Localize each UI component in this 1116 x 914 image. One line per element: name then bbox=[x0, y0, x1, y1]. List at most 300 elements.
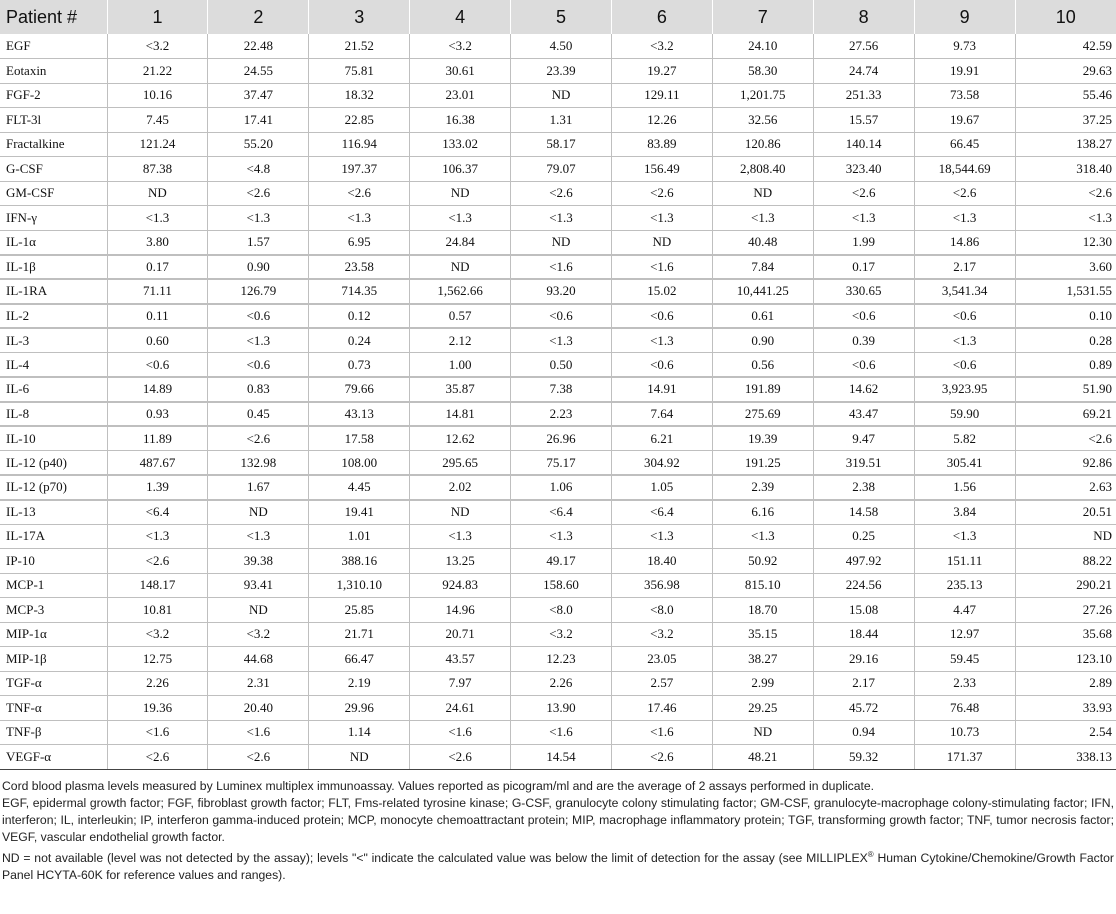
table-cell: 0.28 bbox=[1015, 328, 1116, 353]
table-cell: <1.6 bbox=[107, 720, 208, 745]
table-cell: 12.62 bbox=[410, 426, 511, 451]
table-row bbox=[0, 181, 1116, 206]
table-cell: 924.83 bbox=[410, 573, 511, 598]
table-cell: ND bbox=[208, 598, 309, 623]
table-row bbox=[0, 500, 1116, 525]
table-cell: 13.90 bbox=[511, 696, 612, 721]
row-label: TGF-α bbox=[0, 671, 107, 696]
table-cell: 0.11 bbox=[107, 304, 208, 329]
table-cell: <1.6 bbox=[611, 720, 712, 745]
registered-mark: ® bbox=[867, 849, 874, 859]
column-header-patient-1: 1 bbox=[107, 0, 208, 34]
table-cell: <2.6 bbox=[208, 426, 309, 451]
table-cell: <2.6 bbox=[309, 181, 410, 206]
table-cell: 2.99 bbox=[712, 671, 813, 696]
table-cell: 0.45 bbox=[208, 402, 309, 427]
table-cell: 0.12 bbox=[309, 304, 410, 329]
table-cell: 29.96 bbox=[309, 696, 410, 721]
nd-note bbox=[2, 846, 1114, 884]
table-cell: 12.30 bbox=[1015, 230, 1116, 255]
table-cell: 0.24 bbox=[309, 328, 410, 353]
table-cell: 22.48 bbox=[208, 34, 309, 59]
table-cell: <1.3 bbox=[1015, 206, 1116, 231]
table-cell: 93.20 bbox=[511, 279, 612, 304]
table-row bbox=[0, 475, 1116, 500]
row-label: EGF bbox=[0, 34, 107, 59]
table-row bbox=[0, 377, 1116, 402]
table-cell: 0.17 bbox=[107, 255, 208, 280]
table-cell: 14.58 bbox=[813, 500, 914, 525]
row-label: IL-17A bbox=[0, 524, 107, 549]
table-cell: 75.81 bbox=[309, 59, 410, 84]
row-label: IL-13 bbox=[0, 500, 107, 525]
table-cell: 2.89 bbox=[1015, 671, 1116, 696]
table-cell: 29.16 bbox=[813, 647, 914, 672]
table-cell: 24.61 bbox=[410, 696, 511, 721]
table-cell: <1.3 bbox=[511, 524, 612, 549]
table-cell: 171.37 bbox=[914, 745, 1015, 770]
table-cell: ND bbox=[511, 83, 612, 108]
table-cell: 338.13 bbox=[1015, 745, 1116, 770]
table-cell: 27.26 bbox=[1015, 598, 1116, 623]
table-cell: 88.22 bbox=[1015, 549, 1116, 574]
table-cell: 6.16 bbox=[712, 500, 813, 525]
table-cell: 7.97 bbox=[410, 671, 511, 696]
table-cell: 17.41 bbox=[208, 108, 309, 133]
table-cell: 3.84 bbox=[914, 500, 1015, 525]
table-row bbox=[0, 230, 1116, 255]
table-cell: 356.98 bbox=[611, 573, 712, 598]
table-cell: <3.2 bbox=[611, 622, 712, 647]
table-cell: 0.90 bbox=[208, 255, 309, 280]
table-cell: 0.39 bbox=[813, 328, 914, 353]
table-cell: <3.2 bbox=[611, 34, 712, 59]
table-cell: <1.3 bbox=[410, 206, 511, 231]
table-row bbox=[0, 598, 1116, 623]
table-cell: 58.17 bbox=[511, 132, 612, 157]
table-cell: 151.11 bbox=[914, 549, 1015, 574]
abbreviations-note: EGF, epidermal growth factor; FGF, fibroblast growth factor; FLT, Fms-related tyrosine kinase; G-CSF, granulocyte colony stimulating factor; GM-CSF, granulocyte-macrophage colony-stimulating factor; IFN, interferon; IL, interleukin; IP, interferon gamma-induced protein; MCP, monocyte chemoattractant protein; MIP, macrophage inflammatory protein; TGF, transforming growth factor; TNF, tumor necrosis factor; VEGF, vascular endothelial growth factor. bbox=[2, 795, 1114, 844]
table-cell: 1.56 bbox=[914, 475, 1015, 500]
table-cell: 318.40 bbox=[1015, 157, 1116, 182]
table-cell: 17.46 bbox=[611, 696, 712, 721]
row-label: G-CSF bbox=[0, 157, 107, 182]
table-cell: <2.6 bbox=[1015, 181, 1116, 206]
table-cell: 0.17 bbox=[813, 255, 914, 280]
table-cell: <1.3 bbox=[813, 206, 914, 231]
table-cell: 123.10 bbox=[1015, 647, 1116, 672]
table-cell: <3.2 bbox=[511, 622, 612, 647]
table-cell: 0.25 bbox=[813, 524, 914, 549]
row-label: Fractalkine bbox=[0, 132, 107, 157]
table-cell: 24.84 bbox=[410, 230, 511, 255]
table-cell: ND bbox=[309, 745, 410, 770]
table-cell: 148.17 bbox=[107, 573, 208, 598]
table-cell: 126.79 bbox=[208, 279, 309, 304]
table-cell: <1.6 bbox=[208, 720, 309, 745]
table-cell: 23.58 bbox=[309, 255, 410, 280]
column-header-patient-10: 10 bbox=[1015, 0, 1116, 34]
row-label: IL-12 (p70) bbox=[0, 475, 107, 500]
table-cell: 18,544.69 bbox=[914, 157, 1015, 182]
table-cell: 5.82 bbox=[914, 426, 1015, 451]
table-cell: 1.00 bbox=[410, 353, 511, 378]
table-cell: 43.47 bbox=[813, 402, 914, 427]
table-cell: 106.37 bbox=[410, 157, 511, 182]
table-cell: 73.58 bbox=[914, 83, 1015, 108]
table-cell: 35.68 bbox=[1015, 622, 1116, 647]
row-label: GM-CSF bbox=[0, 181, 107, 206]
table-cell: 0.89 bbox=[1015, 353, 1116, 378]
table-cell: 0.73 bbox=[309, 353, 410, 378]
table-cell: ND bbox=[410, 181, 511, 206]
table-cell: 2.38 bbox=[813, 475, 914, 500]
table-cell: 1,310.10 bbox=[309, 573, 410, 598]
table-cell: 13.25 bbox=[410, 549, 511, 574]
table-cell: 0.57 bbox=[410, 304, 511, 329]
table-cell: 9.73 bbox=[914, 34, 1015, 59]
table-cell: 2.23 bbox=[511, 402, 612, 427]
table-cell: 14.54 bbox=[511, 745, 612, 770]
table-cell: 55.46 bbox=[1015, 83, 1116, 108]
table-cell: 59.90 bbox=[914, 402, 1015, 427]
table-cell: 251.33 bbox=[813, 83, 914, 108]
table-cell: 20.40 bbox=[208, 696, 309, 721]
table-row bbox=[0, 353, 1116, 378]
table-cell: 224.56 bbox=[813, 573, 914, 598]
table-footnotes bbox=[0, 770, 1116, 884]
table-cell: 2.33 bbox=[914, 671, 1015, 696]
table-cell: 290.21 bbox=[1015, 573, 1116, 598]
table-cell: <1.3 bbox=[611, 524, 712, 549]
corner-header: Patient # bbox=[6, 6, 78, 27]
table-cell: 132.98 bbox=[208, 451, 309, 476]
table-cell: <1.3 bbox=[914, 328, 1015, 353]
table-cell: 7.64 bbox=[611, 402, 712, 427]
table-cell: 1.39 bbox=[107, 475, 208, 500]
table-cell: 87.38 bbox=[107, 157, 208, 182]
table-cell: ND bbox=[712, 181, 813, 206]
table-cell: <1.3 bbox=[511, 206, 612, 231]
table-cell: <2.6 bbox=[914, 181, 1015, 206]
column-header-patient-4: 4 bbox=[410, 0, 511, 34]
nd-note-text: ND = not available (level was not detected by the assay); levels "<" indicate the calculated value was below the limit of detection for the assay (see MILLIPLEX bbox=[2, 850, 868, 865]
table-cell: <1.3 bbox=[611, 328, 712, 353]
table-cell: 45.72 bbox=[813, 696, 914, 721]
row-label: IL-12 (p40) bbox=[0, 451, 107, 476]
table-cell: 7.38 bbox=[511, 377, 612, 402]
table-cell: 1.31 bbox=[511, 108, 612, 133]
table-row bbox=[0, 622, 1116, 647]
table-cell: 0.93 bbox=[107, 402, 208, 427]
table-cell: 93.41 bbox=[208, 573, 309, 598]
table-cell: 2.26 bbox=[511, 671, 612, 696]
table-cell: 75.17 bbox=[511, 451, 612, 476]
table-cell: <1.3 bbox=[208, 328, 309, 353]
table-cell: <0.6 bbox=[107, 353, 208, 378]
table-cell: 40.48 bbox=[712, 230, 813, 255]
table-cell: 12.75 bbox=[107, 647, 208, 672]
table-cell: <2.6 bbox=[611, 745, 712, 770]
table-cell: 3,541.34 bbox=[914, 279, 1015, 304]
table-cell: <1.3 bbox=[712, 524, 813, 549]
row-label: MCP-3 bbox=[0, 598, 107, 623]
column-header-patient-9: 9 bbox=[914, 0, 1015, 34]
table-row bbox=[0, 573, 1116, 598]
table-row bbox=[0, 549, 1116, 574]
table-cell: 21.52 bbox=[309, 34, 410, 59]
table-cell: 19.27 bbox=[611, 59, 712, 84]
table-row bbox=[0, 720, 1116, 745]
table-cell: <1.3 bbox=[914, 524, 1015, 549]
table-cell: <2.6 bbox=[410, 745, 511, 770]
table-cell: 158.60 bbox=[511, 573, 612, 598]
table-cell: 71.11 bbox=[107, 279, 208, 304]
row-label: MIP-1α bbox=[0, 622, 107, 647]
table-cell: 1,562.66 bbox=[410, 279, 511, 304]
table-cell: 2,808.40 bbox=[712, 157, 813, 182]
row-label: IL-1α bbox=[0, 230, 107, 255]
table-row bbox=[0, 671, 1116, 696]
row-label: MIP-1β bbox=[0, 647, 107, 672]
table-cell: 1.57 bbox=[208, 230, 309, 255]
table-cell: 19.91 bbox=[914, 59, 1015, 84]
table-cell: <1.3 bbox=[410, 524, 511, 549]
table-cell: 19.39 bbox=[712, 426, 813, 451]
table-cell: 4.50 bbox=[511, 34, 612, 59]
table-cell: 35.15 bbox=[712, 622, 813, 647]
row-label: IFN-γ bbox=[0, 206, 107, 231]
table-cell: 55.20 bbox=[208, 132, 309, 157]
table-cell: ND bbox=[208, 500, 309, 525]
table-cell: 14.96 bbox=[410, 598, 511, 623]
table-cell: 59.32 bbox=[813, 745, 914, 770]
table-cell: 12.23 bbox=[511, 647, 612, 672]
column-header-patient-8: 8 bbox=[813, 0, 914, 34]
table-cell: 815.10 bbox=[712, 573, 813, 598]
table-cell: <1.3 bbox=[208, 524, 309, 549]
table-cell: 23.39 bbox=[511, 59, 612, 84]
table-body bbox=[0, 34, 1116, 769]
column-header-patient-3: 3 bbox=[309, 0, 410, 34]
table-cell: <4.8 bbox=[208, 157, 309, 182]
table-cell: <2.6 bbox=[208, 181, 309, 206]
table-cell: 330.65 bbox=[813, 279, 914, 304]
table-cell: 0.56 bbox=[712, 353, 813, 378]
row-label: MCP-1 bbox=[0, 573, 107, 598]
table-cell: 20.71 bbox=[410, 622, 511, 647]
table-cell: 2.02 bbox=[410, 475, 511, 500]
table-cell: 1.05 bbox=[611, 475, 712, 500]
table-cell: 83.89 bbox=[611, 132, 712, 157]
table-cell: 32.56 bbox=[712, 108, 813, 133]
table-cell: 23.01 bbox=[410, 83, 511, 108]
table-cell: 3,923.95 bbox=[914, 377, 1015, 402]
table-cell: <3.2 bbox=[410, 34, 511, 59]
table-cell: 7.84 bbox=[712, 255, 813, 280]
table-cell: <6.4 bbox=[611, 500, 712, 525]
table-cell: <2.6 bbox=[107, 745, 208, 770]
column-header-patient-6: 6 bbox=[611, 0, 712, 34]
table-cell: ND bbox=[107, 181, 208, 206]
table-row bbox=[0, 328, 1116, 353]
table-cell: 42.59 bbox=[1015, 34, 1116, 59]
table-cell: 319.51 bbox=[813, 451, 914, 476]
table-cell: <0.6 bbox=[813, 353, 914, 378]
table-cell: 14.62 bbox=[813, 377, 914, 402]
table-cell: 1,201.75 bbox=[712, 83, 813, 108]
table-cell: <2.6 bbox=[813, 181, 914, 206]
table-cell: 33.93 bbox=[1015, 696, 1116, 721]
table-cell: 69.21 bbox=[1015, 402, 1116, 427]
table-cell: 29.63 bbox=[1015, 59, 1116, 84]
table-cell: 0.61 bbox=[712, 304, 813, 329]
nd-note-text-end: Human Cytokine/Chemokine/Growth Factor Panel HCYTA-60K for reference values and ranges). bbox=[2, 850, 1114, 882]
table-cell: 121.24 bbox=[107, 132, 208, 157]
table-cell: <1.3 bbox=[611, 206, 712, 231]
table-cell: 0.90 bbox=[712, 328, 813, 353]
table-cell: 12.26 bbox=[611, 108, 712, 133]
table-cell: <3.2 bbox=[107, 622, 208, 647]
table-cell: 79.07 bbox=[511, 157, 612, 182]
table-cell: <8.0 bbox=[511, 598, 612, 623]
table-cell: <0.6 bbox=[914, 353, 1015, 378]
table-cell: 4.45 bbox=[309, 475, 410, 500]
table-cell: 14.91 bbox=[611, 377, 712, 402]
table-cell: ND bbox=[511, 230, 612, 255]
table-cell: 18.44 bbox=[813, 622, 914, 647]
table-cell: 23.05 bbox=[611, 647, 712, 672]
table-cell: <3.2 bbox=[208, 622, 309, 647]
table-row bbox=[0, 402, 1116, 427]
table-cell: <2.6 bbox=[511, 181, 612, 206]
table-cell: <1.6 bbox=[511, 720, 612, 745]
table-cell: ND bbox=[611, 230, 712, 255]
table-cell: <1.3 bbox=[511, 328, 612, 353]
table-cell: <2.6 bbox=[1015, 426, 1116, 451]
table-cell: 43.57 bbox=[410, 647, 511, 672]
table-cell: <6.4 bbox=[511, 500, 612, 525]
table-cell: 50.92 bbox=[712, 549, 813, 574]
table-cell: 76.48 bbox=[914, 696, 1015, 721]
table-cell: 2.17 bbox=[813, 671, 914, 696]
table-cell: <0.6 bbox=[208, 353, 309, 378]
table-cell: 120.86 bbox=[712, 132, 813, 157]
table-row bbox=[0, 132, 1116, 157]
table-cell: 2.12 bbox=[410, 328, 511, 353]
table-cell: 140.14 bbox=[813, 132, 914, 157]
table-cell: 116.94 bbox=[309, 132, 410, 157]
column-header-patient-7: 7 bbox=[712, 0, 813, 34]
table-row bbox=[0, 34, 1116, 59]
table-cell: 43.13 bbox=[309, 402, 410, 427]
table-cell: 66.45 bbox=[914, 132, 1015, 157]
table-cell: 714.35 bbox=[309, 279, 410, 304]
table-cell: 58.30 bbox=[712, 59, 813, 84]
table-cell: 22.85 bbox=[309, 108, 410, 133]
table-cell: <1.6 bbox=[611, 255, 712, 280]
row-label: IL-3 bbox=[0, 328, 107, 353]
row-label: IL-6 bbox=[0, 377, 107, 402]
table-cell: 37.47 bbox=[208, 83, 309, 108]
table-row bbox=[0, 524, 1116, 549]
row-label: TNF-α bbox=[0, 696, 107, 721]
row-label: IL-8 bbox=[0, 402, 107, 427]
table-cell: 44.68 bbox=[208, 647, 309, 672]
table-row bbox=[0, 647, 1116, 672]
table-cell: <1.3 bbox=[712, 206, 813, 231]
table-cell: 29.25 bbox=[712, 696, 813, 721]
table-cell: 27.56 bbox=[813, 34, 914, 59]
table-row bbox=[0, 206, 1116, 231]
table-cell: <6.4 bbox=[107, 500, 208, 525]
table-cell: 12.97 bbox=[914, 622, 1015, 647]
table-cell: 1.99 bbox=[813, 230, 914, 255]
table-cell: 15.57 bbox=[813, 108, 914, 133]
table-cell: 21.71 bbox=[309, 622, 410, 647]
table-cell: 275.69 bbox=[712, 402, 813, 427]
table-cell: 35.87 bbox=[410, 377, 511, 402]
table-cell: 2.39 bbox=[712, 475, 813, 500]
table-cell: <0.6 bbox=[611, 353, 712, 378]
table-cell: <3.2 bbox=[107, 34, 208, 59]
table-cell: 26.96 bbox=[511, 426, 612, 451]
table-cell: 9.47 bbox=[813, 426, 914, 451]
table-cell: 10.73 bbox=[914, 720, 1015, 745]
table-cell: 1.67 bbox=[208, 475, 309, 500]
table-cell: 388.16 bbox=[309, 549, 410, 574]
table-cell: ND bbox=[712, 720, 813, 745]
table-cell: 18.40 bbox=[611, 549, 712, 574]
table-cell: 2.31 bbox=[208, 671, 309, 696]
table-cell: 304.92 bbox=[611, 451, 712, 476]
column-header-patient-5: 5 bbox=[511, 0, 612, 34]
table-cell: 191.25 bbox=[712, 451, 813, 476]
table-cell: 17.58 bbox=[309, 426, 410, 451]
column-header-patient-2: 2 bbox=[208, 0, 309, 34]
table-cell: 92.86 bbox=[1015, 451, 1116, 476]
row-label: IL-1RA bbox=[0, 279, 107, 304]
table-row bbox=[0, 451, 1116, 476]
row-label: IL-10 bbox=[0, 426, 107, 451]
table-cell: 21.22 bbox=[107, 59, 208, 84]
header-row bbox=[0, 0, 1116, 34]
row-label: IL-4 bbox=[0, 353, 107, 378]
table-row bbox=[0, 157, 1116, 182]
table-cell: 10.81 bbox=[107, 598, 208, 623]
table-cell: 235.13 bbox=[914, 573, 1015, 598]
table-cell: ND bbox=[1015, 524, 1116, 549]
table-cell: 0.50 bbox=[511, 353, 612, 378]
table-cell: 7.45 bbox=[107, 108, 208, 133]
table-cell: ND bbox=[410, 255, 511, 280]
table-cell: 2.26 bbox=[107, 671, 208, 696]
table-cell: 0.83 bbox=[208, 377, 309, 402]
table-row bbox=[0, 426, 1116, 451]
table-cell: 323.40 bbox=[813, 157, 914, 182]
table-cell: <1.3 bbox=[914, 206, 1015, 231]
table-cell: 138.27 bbox=[1015, 132, 1116, 157]
table-cell: 19.36 bbox=[107, 696, 208, 721]
table-cell: <0.6 bbox=[813, 304, 914, 329]
method-note: Cord blood plasma levels measured by Luminex multiplex immunoassay. Values reported as picogram/ml and are the average of 2 assays performed in duplicate. bbox=[2, 778, 875, 793]
table-cell: 24.10 bbox=[712, 34, 813, 59]
table-cell: 108.00 bbox=[309, 451, 410, 476]
row-label: FLT-3l bbox=[0, 108, 107, 133]
table-cell: 10,441.25 bbox=[712, 279, 813, 304]
table-cell: 2.19 bbox=[309, 671, 410, 696]
table-row bbox=[0, 745, 1116, 770]
